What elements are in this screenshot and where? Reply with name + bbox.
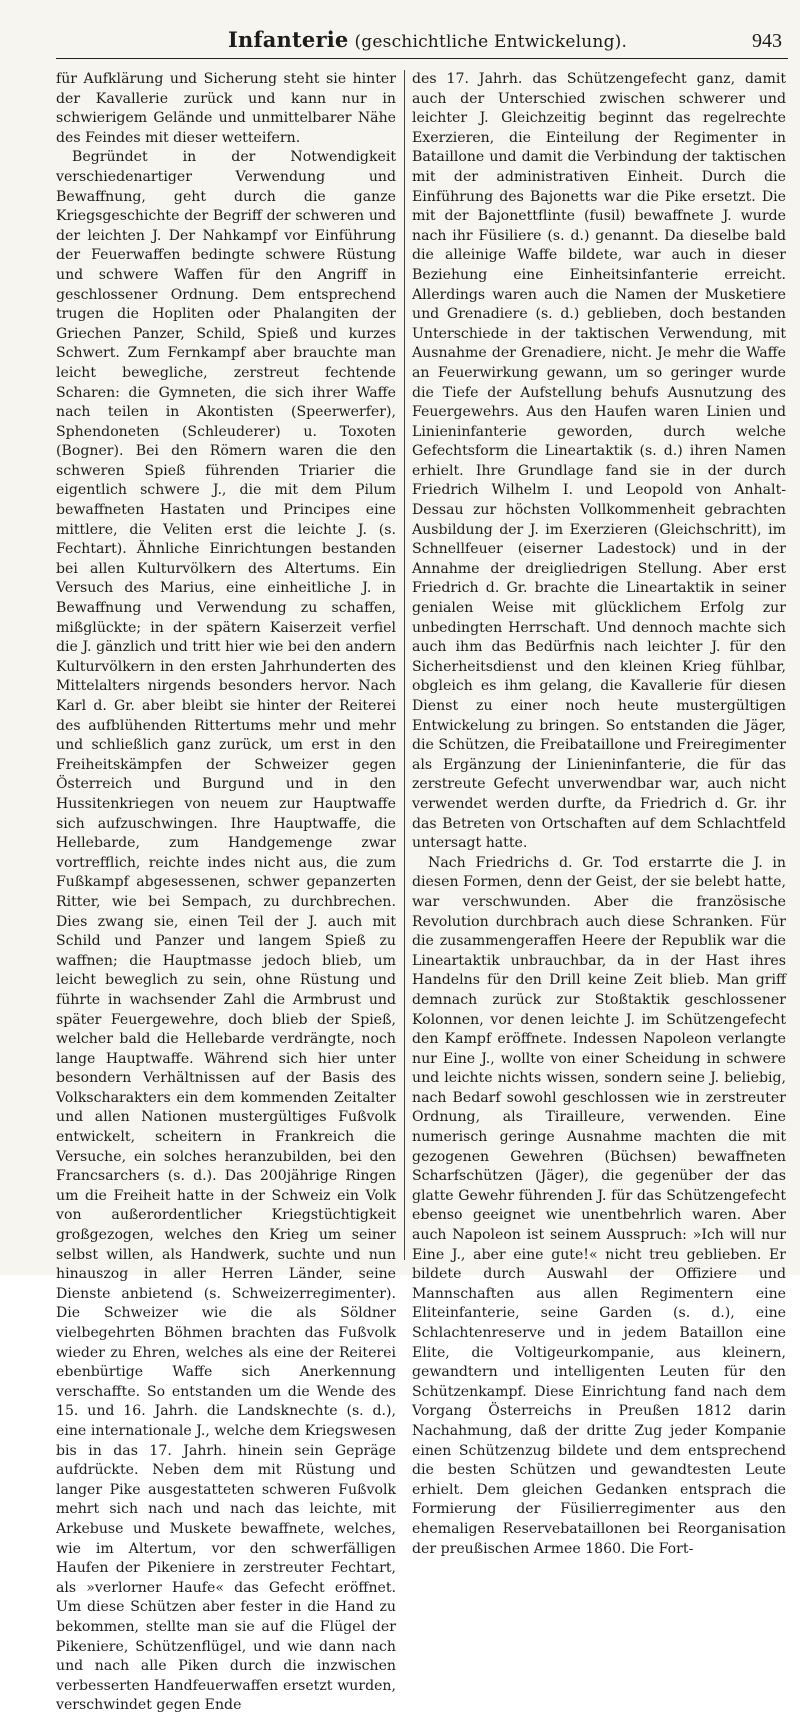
left-column: [56, 70, 396, 1714]
paragraph: Begründet in der Notwendigkeit verschiedenartiger Verwendung und Bewaffnung, geht durch die ganze Kriegsgeschichte der Begriff der schweren und der leichten J. Der Nahkampf vor Einführung der Feuerwaffen bedingte schwere Rüstung und schwere Waffen für den Angriff in geschlossener Ordnung. Dem entsprechend trugen die Hopliten oder Phalangiten der Griechen Panzer, Schild, Spieß und kurzes Schwert. Zum Fernkampf aber brauchte man leicht bewegliche, zerstreut fechtende Scharen: die Gymneten, die sich ihrer Waffe nach teilen in Akontisten (Speerwerfer), Sphendoneten (Schleuderer) u. Toxoten (Bogner). Bei den Römern waren die den schweren Spieß führenden Triarier die eigentlich schwere J., die mit dem Pilum bewaffneten Hastaten und Principes eine mittlere, die Veliten erst die leichte J. (s. Fechtart). Ähnliche Einrichtungen bestanden bei allen Kulturvölkern des Altertums. Ein Versuch des Marius, eine einheitliche J. in Bewaffnung und Verwendung zu schaffen, mißglückte; in der spätern Kaiserzeit verfiel die J. gänzlich und tritt hier wie bei den andern Kulturvölkern in den ersten Jahrhunderten des Mittelalters nirgends besonders hervor. Nach Karl d. Gr. aber bleibt sie hinter der Reiterei des aufblühenden Rittertums mehr und mehr und schließlich ganz zurück, um erst in den Freiheitskämpfen der Schweizer gegen Österreich und Burgund und in den Hussitenkriegen von neuem zur Hauptwaffe sich aufzuschwingen. Ihre Hauptwaffe, die Hellebarde, zum Handgemenge zwar vortrefflich, reichte indes nicht aus, die zum Fußkampf abgesessenen, schwer gepanzerten Ritter, wie bei Sempach, zu durchbrechen. Dies zwang sie, einen Teil der J. auch mit Schild und Panzer und langem Spieß zu waffnen; die Hauptmasse jedoch blieb, um leicht beweglich zu sein, ohne Rüstung und führte in wachsender Zahl die Armbrust und später Feuergewehre, doch blieb der Spieß, welcher bald die Hellebarde verdrängte, noch lange Hauptwaffe. Während sich hier unter besondern Verhältnissen auf der Basis des Volkscharakters ein dem kommenden Zeitalter und allen Nationen mustergültiges Fußvolk entwickelt, scheitern in Frankreich die Versuche, ein solches heranzubilden, bei den Francsarchers (s. d.). Das 200jährige Ringen um die Freiheit hatte in der Schweiz ein Volk von außerordentlicher Kriegstüchtigkeit großgezogen, welches den Krieg um seiner selbst willen, als Handwerk, suchte und nun hinauszog in aller Herren Länder, seine Dienste anbietend (s. Schweizerregimenter). Die Schweizer wie die als Söldner vielbegehrten Böhmen brachten das Fußvolk wieder zu Ehren, welches als eine der Reiterei ebenbürtige Waffe sich Anerkennung verschaffte. So entstanden um die Wende des 15. und 16. Jahrh. die Landsknechte (s. d.), eine internationale J., welche dem Kriegswesen bis in das 17. Jahrh. hinein sein Gepräge aufdrückte. Neben dem mit Rüstung und langer Pike ausgestatteten schweren Fußvolk mehrt sich nach und nach das leichte, mit Arkebuse und Muskete bewaffnete, welches, wie im Altertum, vor den schwerfälligen Haufen der Pikeniere in zerstreuter Fechtart, als »verlorner Haufe« das Gefecht eröffnet. Um diese Schützen aber fester in die Hand zu bekommen, stellte man sie auf die Flügel der Pikeniere, Schützenflügel, und wie dann nach und nach alle Piken durch die inzwischen verbesserten Handfeuerwaffen ersetzt wurden, verschwindet gegen Ende: [56, 149, 396, 1714]
paragraph: des 17. Jahrh. das Schützengefecht ganz, damit auch der Unterschied zwischen schwerer und leichter J. Gleichzeitig beginnt das regelrechte Exerzieren, die Einteilung der Regimenter in Bataillone und damit die Verbindung der taktischen mit der administrativen Einheit. Durch die Einführung des Bajonetts war die Pike ersetzt. Die mit der Bajonettflinte (fusil) bewaffnete J. wurde nach ihr Füsiliere (s. d.) genannt. Da dieselbe bald die alleinige Waffe bildete, war auch in dieser Beziehung eine Einheitsinfanterie erreicht. Allerdings waren auch die Namen der Musketiere und Grenadiere (s. d.) geblieben, doch bestanden Unterschiede in der taktischen Verwendung, mit Ausnahme der Grenadiere, nicht. Je mehr die Waffe an Feuerwirkung gewann, um so geringer wurde die Tiefe der Aufstellung behufs Ausnutzung des Feuergewehrs. Aus den Haufen waren Linien und Linieninfanterie geworden, durch welche Gefechtsform die Lineartaktik (s. d.) ihren Namen erhielt. Ihre Grundlage fand sie in der durch Friedrich Wilhelm I. und Leopold von Anhalt-Dessau zur höchsten Vollkommenheit gebrachten Ausbildung der J. im Exerzieren (Gleichschritt), im Schnellfeuer (eiserner Ladestock) und in der Annahme der dreigliedrigen Stellung. Aber erst Friedrich d. Gr. brachte die Lineartaktik in seiner genialen Weise mit glücklichem Erfolg zur unbedingten Herrschaft. Und dennoch machte sich auch ihm das Bedürfnis nach leichter J. für den Sicherheitsdienst und den kleinen Krieg fühlbar, obgleich es ihm gelang, die Kavallerie für diesen Dienst zu einer noch heute mustergültigen Entwickelung zu bringen. So entstanden die Jäger, die Schützen, die Freibataillone und Freiregimenter als Ergänzung der Linieninfanterie, die für das zerstreute Gefecht unverwendbar war, auch nicht verwendet werden durfte, da Friedrich d. Gr. ihr das Betreten von Ortschaften auf dem Schlachtfeld untersagt hatte.: [412, 71, 786, 852]
running-title: [228, 27, 627, 52]
column-divider: [404, 70, 405, 1260]
running-title-sub: (geschichtliche Entwickelung).: [354, 32, 628, 52]
paragraph: Nach Friedrichs d. Gr. Tod erstarrte die J. in diesen Formen, denn der Geist, der sie belebt hatte, war verschwunden. Aber die französische Revolution durchbrach auch diese Schranken. Für die zusammengeraffen Heere der Republik war die Lineartaktik unbrauchbar, da in der Hast ihres Handelns für den Drill keine Zeit blieb. Man griff demnach zurück zur Stoßtaktik geschlossener Kolonnen, vor denen leichte J. im Schützengefecht den Kampf eröffnete. Indessen Napoleon verlangte nur Eine J., wollte von einer Scheidung in schwere und leichte nichts wissen, sondern seine J. beliebig, nach Bedarf sowohl geschlossen wie in zerstreuter Ordnung, als Tirailleure, verwenden. Eine numerisch geringe Ausnahme machten die mit gezogenen Gewehren (Büchsen) bewaffneten Scharfschützen (Jäger), die gegenüber der das glatte Gewehr führenden J. für das Schützengefecht ebenso geeignet wie unentbehrlich waren. Aber auch Napoleon ist seinem Ausspruch: »Ich will nur Eine J., aber eine gute!« nicht treu geblieben. Er bildete durch Auswahl der Offiziere und Mannschaften aus allen Regimentern eine Eliteinfanterie, seine Garden (s. d.), eine Schlachtenreserve und in jedem Bataillon eine Elite, die Voltigeurkompanie, aus kleinern, gewandtern und intelligenten Leuten für den Schützenkampf. Diese Einrichtung fand nach dem Vorgang Österreichs in Preußen 1812 darin Nachahmung, daß der dritte Zug jeder Kompanie einen Schützenzug bildete und dem entsprechend die besten Schützen und gewandtesten Leute erhielt. Dem gleichen Gedanken entsprach die Formierung der Füsilierregimenter aus den ehemaligen Reservebataillonen bei Reorganisation der preußischen Armee 1860. Die Fort-: [412, 854, 786, 1557]
right-column: [412, 70, 786, 1557]
page-number: 943: [752, 30, 782, 52]
running-title-main: Infanterie: [228, 27, 349, 52]
paragraph: für Aufklärung und Sicherung steht sie hinter der Kavallerie zurück und kann nur in schwierigem Gelände und unmittelbarer Nähe des Feindes mit dieser wetteifern.: [56, 71, 396, 146]
page-header: [56, 24, 788, 59]
